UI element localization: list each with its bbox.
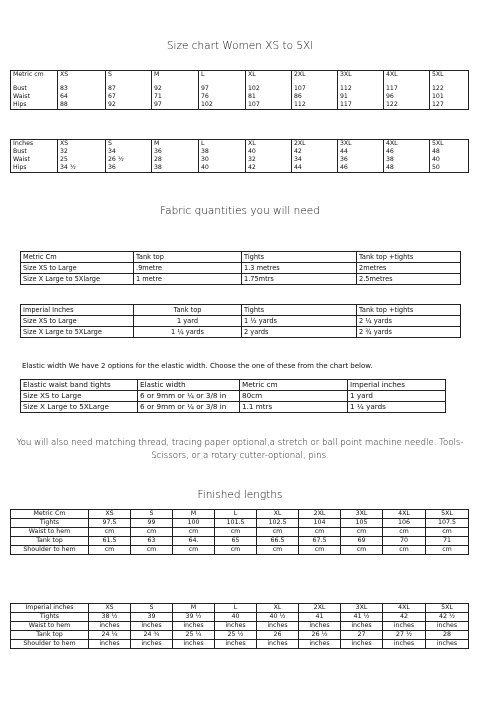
- table-cell: 1 yard: [348, 391, 446, 402]
- table-cell: 5XL: [430, 140, 469, 149]
- table-cell: 26 ½: [106, 156, 152, 164]
- finished-imperial-table: [10, 603, 469, 649]
- table-cell: cm: [215, 546, 257, 555]
- table-cell: 71: [152, 93, 199, 101]
- table-cell: 67.5: [299, 537, 341, 546]
- finished-metric-table: [10, 509, 469, 555]
- table-cell: M: [152, 71, 199, 80]
- table-cell: 97: [152, 101, 199, 110]
- table-cell: 117: [338, 101, 384, 110]
- table-cell: 5XL: [430, 71, 469, 80]
- table-header-row: [21, 305, 461, 316]
- page-title: Size chart Women XS to 5Xl: [166, 40, 314, 52]
- table-cell: 92: [152, 85, 199, 93]
- table-cell: 48: [430, 148, 469, 156]
- table-cell: Shoulder to hem: [11, 546, 89, 555]
- table-cell: 41 ½: [341, 613, 383, 622]
- table-cell: 40 ½: [257, 613, 299, 622]
- table-cell: Waist: [11, 156, 58, 164]
- table-cell: 42 ½: [426, 613, 469, 622]
- table-cell: cm: [383, 546, 426, 555]
- table-cell: 42: [246, 164, 292, 173]
- table-cell: 42: [292, 148, 338, 156]
- table-cell: S: [131, 510, 173, 519]
- table-cell: L: [199, 140, 246, 149]
- table-cell: 100: [173, 519, 215, 528]
- table-cell: inches: [299, 640, 341, 649]
- table-row: [11, 93, 469, 101]
- table-cell: 38: [152, 164, 199, 173]
- table-cell: 39: [131, 613, 173, 622]
- table-cell: 48: [384, 164, 430, 173]
- table-cell: 46: [338, 164, 384, 173]
- table-cell: Imperial Inches: [21, 305, 134, 316]
- table-cell: 87: [106, 85, 152, 93]
- table-row: [11, 528, 469, 537]
- table-cell: 1 ¼ yards: [134, 327, 242, 338]
- table-cell: 40: [199, 164, 246, 173]
- table-cell: inches: [257, 640, 299, 649]
- table-cell: 2XL: [299, 604, 341, 613]
- table-cell: M: [152, 140, 199, 149]
- table-cell: inches: [173, 622, 215, 631]
- table-row: [11, 519, 469, 528]
- table-cell: 64.: [173, 537, 215, 546]
- table-cell: 69: [341, 537, 383, 546]
- table-cell: Metric cm: [11, 71, 58, 80]
- table-cell: 122: [384, 101, 430, 110]
- table-cell: inches: [89, 640, 131, 649]
- table-cell: Metric Cm: [21, 252, 134, 263]
- table-row: [11, 85, 469, 93]
- table-cell: 99: [131, 519, 173, 528]
- table-cell: Metric Cm: [11, 510, 89, 519]
- table-header-row: [11, 71, 469, 80]
- table-cell: inches: [89, 622, 131, 631]
- table-cell: Size XS to Large: [21, 391, 138, 402]
- table-cell: Imperial inches: [11, 604, 89, 613]
- table-cell: 28: [426, 631, 469, 640]
- table-cell: 102: [246, 85, 292, 93]
- table-cell: Tights: [242, 252, 357, 263]
- table-cell: Hips: [11, 101, 58, 110]
- table-cell: 2 ¾ yards: [357, 327, 461, 338]
- table-cell: 4XL: [384, 71, 430, 80]
- table-cell: S: [106, 71, 152, 80]
- finished-lengths-title: Finished lengths: [197, 489, 283, 501]
- table-cell: cm: [341, 528, 383, 537]
- table-cell: 1.1 mtrs: [240, 402, 348, 413]
- table-cell: XL: [246, 140, 292, 149]
- fabric-title: Fabric quantities you will need: [160, 205, 320, 217]
- table-cell: 1 ¼ yards: [348, 402, 446, 413]
- table-cell: 32: [58, 148, 106, 156]
- table-cell: 2 ¼ yards: [357, 316, 461, 327]
- table-cell: cm: [257, 528, 299, 537]
- table-cell: 67: [106, 93, 152, 101]
- table-cell: 27 ½: [383, 631, 426, 640]
- table-cell: 91: [338, 93, 384, 101]
- table-cell: cm: [131, 546, 173, 555]
- table-cell: cm: [89, 546, 131, 555]
- table-cell: inches: [383, 640, 426, 649]
- table-cell: 106: [383, 519, 426, 528]
- table-row: [11, 537, 469, 546]
- table-cell: XS: [89, 510, 131, 519]
- table-cell: 34: [292, 156, 338, 164]
- inches-size-table: [10, 139, 469, 173]
- table-cell: 44: [292, 164, 338, 173]
- table-row: [11, 640, 469, 649]
- table-cell: 4XL: [383, 510, 426, 519]
- table-cell: 40: [246, 148, 292, 156]
- table-cell: Tank top +tights: [357, 305, 461, 316]
- table-cell: XS: [58, 71, 106, 80]
- table-cell: 28: [152, 156, 199, 164]
- table-cell: 40: [215, 613, 257, 622]
- table-cell: 122: [430, 85, 469, 93]
- table-cell: inches: [341, 640, 383, 649]
- table-cell: cm: [131, 528, 173, 537]
- table-cell: 61.5: [89, 537, 131, 546]
- table-cell: 112: [292, 101, 338, 110]
- table-cell: 5XL: [426, 510, 469, 519]
- table-cell: Elastic width: [138, 380, 240, 391]
- table-cell: 71: [426, 537, 469, 546]
- table-cell: L: [199, 71, 246, 80]
- table-row: [11, 631, 469, 640]
- table-cell: Tank top: [11, 537, 89, 546]
- table-cell: cm: [426, 546, 469, 555]
- table-cell: 25: [58, 156, 106, 164]
- table-cell: 86: [292, 93, 338, 101]
- table-cell: 1 ½ yards: [242, 316, 357, 327]
- table-cell: 41: [299, 613, 341, 622]
- table-cell: Size X Large to 5XLarge: [21, 327, 134, 338]
- table-cell: inches: [426, 640, 469, 649]
- table-cell: 107: [246, 101, 292, 110]
- table-cell: XL: [246, 71, 292, 80]
- table-header-row: [11, 604, 469, 613]
- table-cell: 6 or 9mm or ¼ or 3/8 in: [138, 391, 240, 402]
- table-cell: Waist to hem: [11, 528, 89, 537]
- table-cell: inches: [383, 622, 426, 631]
- table-cell: Inches: [11, 140, 58, 149]
- table-cell: 97: [199, 85, 246, 93]
- table-cell: 46: [384, 148, 430, 156]
- fabric-metric-table: [20, 251, 461, 285]
- table-cell: inches: [131, 622, 173, 631]
- table-cell: cm: [299, 528, 341, 537]
- table-cell: inches: [257, 622, 299, 631]
- table-cell: 105: [341, 519, 383, 528]
- table-cell: L: [215, 604, 257, 613]
- table-cell: Tights: [11, 613, 89, 622]
- table-row: [21, 391, 446, 402]
- table-cell: 66.5: [257, 537, 299, 546]
- table-cell: Hips: [11, 164, 58, 173]
- table-row: [21, 263, 461, 274]
- table-cell: Bust: [11, 85, 58, 93]
- table-cell: Tights: [11, 519, 89, 528]
- table-cell: 88: [58, 101, 106, 110]
- table-cell: inches: [173, 640, 215, 649]
- table-cell: XS: [89, 604, 131, 613]
- table-cell: Tank top: [134, 305, 242, 316]
- table-cell: 101.5: [215, 519, 257, 528]
- table-cell: 70: [383, 537, 426, 546]
- table-cell: L: [215, 510, 257, 519]
- table-cell: Bust: [11, 148, 58, 156]
- table-cell: 4XL: [384, 140, 430, 149]
- table-cell: 107.5: [426, 519, 469, 528]
- table-cell: 30: [199, 156, 246, 164]
- table-cell: 1 metre: [134, 274, 242, 285]
- table-cell: 63: [131, 537, 173, 546]
- table-cell: 101: [430, 93, 469, 101]
- table-cell: 3XL: [341, 604, 383, 613]
- table-cell: XL: [257, 510, 299, 519]
- table-cell: 65: [215, 537, 257, 546]
- table-row: [11, 156, 469, 164]
- table-cell: cm: [215, 528, 257, 537]
- table-row: [11, 622, 469, 631]
- table-cell: XL: [257, 604, 299, 613]
- table-cell: inches: [131, 640, 173, 649]
- table-cell: 38 ½: [89, 613, 131, 622]
- table-cell: 25 ¼: [173, 631, 215, 640]
- table-cell: 42: [383, 613, 426, 622]
- table-cell: cm: [89, 528, 131, 537]
- table-cell: cm: [383, 528, 426, 537]
- table-cell: Waist to hem: [11, 622, 89, 631]
- table-cell: 34 ½: [58, 164, 106, 173]
- table-cell: 34: [106, 148, 152, 156]
- table-cell: 97.5: [89, 519, 131, 528]
- table-cell: 2XL: [299, 510, 341, 519]
- table-header-row: [11, 140, 469, 149]
- table-cell: 1.75mtrs: [242, 274, 357, 285]
- table-cell: 26 ½: [299, 631, 341, 640]
- table-cell: 3XL: [338, 140, 384, 149]
- table-cell: cm: [299, 546, 341, 555]
- table-cell: 24 ¼: [89, 631, 131, 640]
- table-cell: 2XL: [292, 71, 338, 80]
- table-cell: inches: [215, 622, 257, 631]
- table-row: [11, 101, 469, 110]
- table-cell: 1 yard: [134, 316, 242, 327]
- table-cell: inches: [426, 622, 469, 631]
- table-cell: M: [173, 510, 215, 519]
- table-cell: Tank top: [134, 252, 242, 263]
- table-row: [21, 402, 446, 413]
- table-row: [11, 546, 469, 555]
- table-cell: cm: [173, 546, 215, 555]
- table-cell: 64: [58, 93, 106, 101]
- table-cell: 38: [384, 156, 430, 164]
- table-cell: 39 ½: [173, 613, 215, 622]
- table-cell: 4XL: [383, 604, 426, 613]
- table-cell: 2metres: [357, 263, 461, 274]
- table-cell: 36: [106, 164, 152, 173]
- table-cell: 2.5metres: [357, 274, 461, 285]
- table-cell: Shoulder to hem: [11, 640, 89, 649]
- table-cell: cm: [426, 528, 469, 537]
- table-cell: cm: [257, 546, 299, 555]
- table-cell: 3XL: [341, 510, 383, 519]
- elastic-note: Elastic width We have 2 options for the elastic width. Choose the one of these from the chart below.: [22, 362, 373, 370]
- table-cell: Size X Large to 5Xlarge: [21, 274, 134, 285]
- table-cell: 2XL: [292, 140, 338, 149]
- table-cell: 92: [106, 101, 152, 110]
- table-cell: Elastic waist band tights: [21, 380, 138, 391]
- table-cell: inches: [299, 622, 341, 631]
- table-header-row: [21, 252, 461, 263]
- table-cell: M: [173, 604, 215, 613]
- table-cell: Size XS to Large: [21, 316, 134, 327]
- table-cell: 83: [58, 85, 106, 93]
- table-cell: 3XL: [338, 71, 384, 80]
- table-header-row: [11, 510, 469, 519]
- table-cell: .9metre: [134, 263, 242, 274]
- table-cell: 44: [338, 148, 384, 156]
- table-cell: 32: [246, 156, 292, 164]
- metric-size-table: [10, 70, 469, 110]
- table-row: [21, 327, 461, 338]
- table-cell: 25 ½: [215, 631, 257, 640]
- table-cell: 76: [199, 93, 246, 101]
- table-cell: 27: [341, 631, 383, 640]
- table-cell: Tank top: [11, 631, 89, 640]
- table-cell: Size X Large to 5XLarge: [21, 402, 138, 413]
- supplies-note: You will also need matching thread, tracing paper optional,a stretch or ball point machine needle. Tools- Scissors, or a rotary cutter-optional, pins.: [16, 438, 464, 461]
- table-cell: 107: [292, 85, 338, 93]
- table-cell: 104: [299, 519, 341, 528]
- table-header-row: [21, 380, 446, 391]
- table-cell: 40: [430, 156, 469, 164]
- table-cell: 112: [338, 85, 384, 93]
- table-cell: S: [131, 604, 173, 613]
- table-row: [21, 274, 461, 285]
- table-cell: Tights: [242, 305, 357, 316]
- table-cell: 96: [384, 93, 430, 101]
- table-cell: S: [106, 140, 152, 149]
- table-row: [11, 164, 469, 173]
- table-row: [21, 316, 461, 327]
- table-row: [11, 613, 469, 622]
- table-cell: 81: [246, 93, 292, 101]
- table-cell: 36: [338, 156, 384, 164]
- table-cell: cm: [173, 528, 215, 537]
- table-cell: Size XS to Large: [21, 263, 134, 274]
- table-cell: Imperial inches: [348, 380, 446, 391]
- table-cell: 26: [257, 631, 299, 640]
- table-cell: 6 or 9mm or ¼ or 3/8 in: [138, 402, 240, 413]
- table-cell: 50: [430, 164, 469, 173]
- table-cell: 5XL: [426, 604, 469, 613]
- table-cell: 36: [152, 148, 199, 156]
- elastic-table: [20, 379, 446, 413]
- table-cell: 117: [384, 85, 430, 93]
- table-cell: Waist: [11, 93, 58, 101]
- table-cell: Tank top +tights: [357, 252, 461, 263]
- table-cell: 102: [199, 101, 246, 110]
- table-cell: 1.3 metres: [242, 263, 357, 274]
- table-cell: 38: [199, 148, 246, 156]
- table-cell: inches: [215, 640, 257, 649]
- table-cell: 24 ¾: [131, 631, 173, 640]
- table-cell: cm: [341, 546, 383, 555]
- table-cell: 102.5: [257, 519, 299, 528]
- fabric-imperial-table: [20, 304, 461, 338]
- table-cell: 2 yards: [242, 327, 357, 338]
- table-cell: 80cm: [240, 391, 348, 402]
- table-row: [11, 148, 469, 156]
- table-cell: Metric cm: [240, 380, 348, 391]
- table-cell: inches: [341, 622, 383, 631]
- table-cell: 127: [430, 101, 469, 110]
- table-cell: XS: [58, 140, 106, 149]
